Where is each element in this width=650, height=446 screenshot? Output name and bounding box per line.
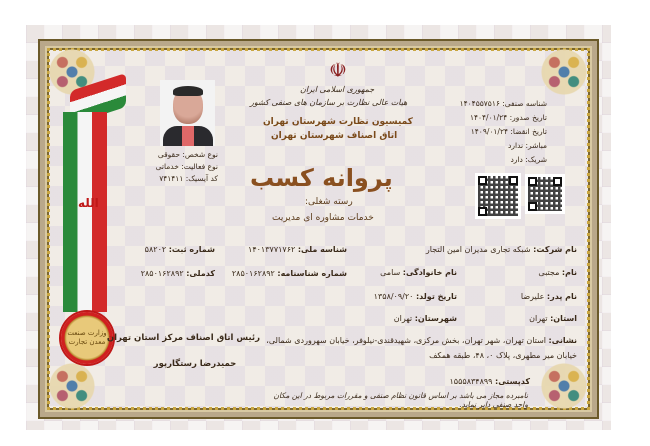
- registration-no-label: شماره ثبت:: [168, 245, 215, 254]
- address-row: [255, 336, 577, 345]
- manager-status: مباشر: ندارد: [508, 141, 547, 150]
- chamber-name: اتاق اصناف شهرستان تهران: [271, 131, 398, 141]
- last-name-row: [340, 268, 457, 277]
- last-name-label: نام خانوادگی:: [402, 268, 457, 277]
- national-code-value: ۲۸۵۰۱۶۲۸۹۲: [140, 269, 184, 278]
- expiry-date: تاریخ انقضا: ۱۴۰۹/۰۱/۲۴: [470, 127, 547, 136]
- national-id-value: ۱۴۰۱۳۷۷۱۷۶۲: [248, 245, 296, 254]
- ornament-corner-icon: [540, 362, 588, 410]
- signatory-title: رئیس اتاق اصناف مرکز استان تهران: [106, 333, 260, 343]
- guild-id: شناسه صنفی: ۱۴۰۴۵۵۷۵۱۶: [459, 99, 547, 108]
- issue-date: تاریخ صدور: ۱۴۰۴/۰۱/۲۴: [469, 113, 547, 122]
- legal-note: نامبرده مجاز می باشد بر اساس قانون نظام صنفی و مقررات مربوط در این مکان واحد صنفی دایر نماید.: [273, 391, 528, 409]
- company-name-label: نام شرکت:: [533, 245, 577, 254]
- postal-code-label: کدپستی:: [495, 377, 530, 386]
- province-label: استان:: [550, 314, 577, 323]
- id-number-label: شماره شناسنامه:: [277, 269, 347, 278]
- father-name-label: نام پدر:: [546, 292, 577, 301]
- iran-emblem-icon: الله: [78, 196, 99, 210]
- activity-type: نوع فعالیت: خدماتی: [155, 162, 218, 171]
- id-number-value: ۲۸۵۰۱۶۲۸۹۲: [231, 269, 275, 278]
- county-value: تهران: [393, 314, 413, 323]
- postal-code-value: ۱۵۵۵۸۳۴۸۹۹: [449, 377, 493, 386]
- last-name-value: سامی: [380, 268, 401, 277]
- registration-no-value: ۵۸۲۰۲: [144, 245, 167, 254]
- national-id-label: شناسه ملی:: [297, 245, 347, 254]
- birth-date-row: [340, 292, 457, 301]
- first-name-row: [470, 268, 577, 277]
- isic-code: کد آیسیک: ۷۴۱۴۱۱: [159, 174, 218, 183]
- seal-text: وزارت صنعت معدن تجارت: [67, 329, 107, 346]
- business-field-value: خدمات مشاوره ای مدیریت: [272, 213, 374, 223]
- province-value: تهران: [529, 314, 548, 323]
- county-label: شهرستان:: [414, 314, 457, 323]
- province-row: [470, 314, 577, 323]
- document-title: پروانه کسب: [250, 164, 393, 192]
- signatory-name: حمیدرضا رستگارپور: [153, 359, 237, 369]
- first-name-label: نام:: [561, 268, 577, 277]
- father-name-value: علیرضا: [520, 292, 545, 301]
- organization-name: هیات عالی نظارت بر سازمان های صنفی کشور: [250, 98, 408, 107]
- ornament-corner-icon: [48, 362, 96, 410]
- partner-status: شریک: دارد: [510, 155, 547, 164]
- address-line2: خیابان میر مطهری، پلاک ۰، ۴۸، طبقه همکف: [429, 351, 577, 360]
- national-code-row: [120, 269, 215, 278]
- qr-code-icon[interactable]: [525, 174, 565, 214]
- address-value: استان تهران، شهر تهران، بخش مرکزی، شهیدقندی-نیلوفر، خیابان سهروردی شمالی،: [266, 336, 546, 345]
- person-type: نوع شخص: حقوقی: [157, 150, 218, 159]
- company-name-value: شبکه تجاری مدیران امین التجار: [425, 245, 531, 254]
- business-field-label: رسته شغلی:: [305, 197, 353, 207]
- national-code-label: کدملی:: [186, 269, 215, 278]
- commission-name: کمیسیون نظارت شهرستان تهران: [263, 117, 413, 127]
- ornament-corner-icon: [540, 48, 588, 96]
- ministry-seal: [61, 312, 113, 364]
- national-id-row: [230, 245, 347, 254]
- id-number-row: [230, 269, 347, 278]
- qr-code-icon[interactable]: [475, 173, 521, 219]
- postal-code-row: [380, 377, 530, 386]
- county-row: [340, 314, 457, 323]
- first-name-value: مجتبی: [538, 268, 560, 277]
- registration-no-row: [120, 245, 215, 254]
- birth-date-label: تاریخ تولد:: [415, 292, 457, 301]
- flag-ribbon: [63, 112, 107, 312]
- address-label: نشانی:: [548, 336, 577, 345]
- birth-date-value: ۱۳۵۸/۰۹/۲۰: [373, 292, 414, 301]
- iran-emblem-icon: ☫: [329, 58, 347, 82]
- father-name-row: [470, 292, 577, 301]
- company-name-row: [330, 245, 577, 254]
- holder-photo: [160, 80, 215, 146]
- country-name: جمهوری اسلامی ایران: [300, 85, 375, 94]
